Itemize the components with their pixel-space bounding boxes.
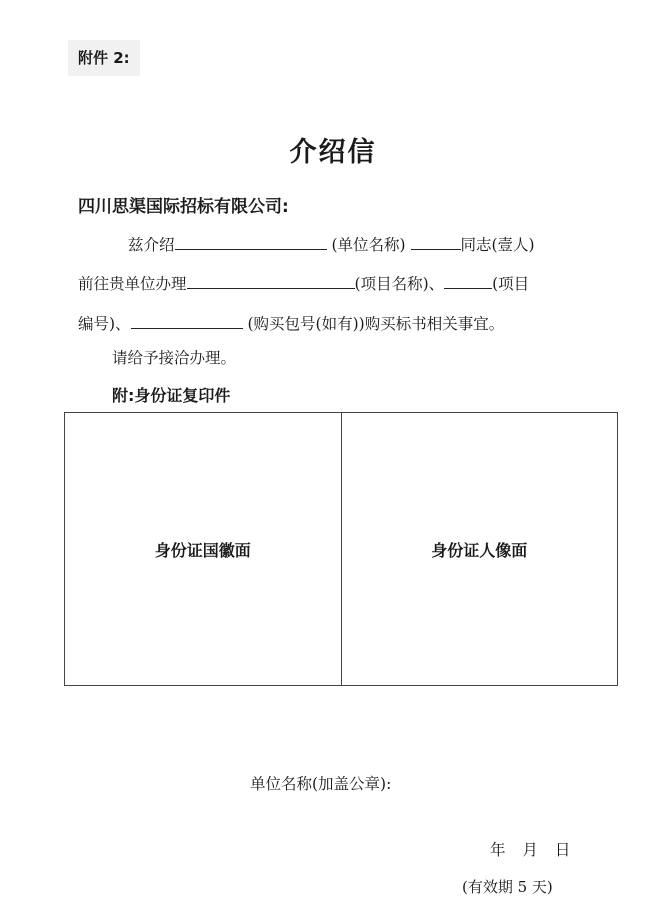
person-name-blank (411, 234, 461, 250)
body-text: 前往贵单位办理 (78, 275, 187, 293)
unit-name-blank (175, 234, 327, 250)
body-text: (项目名称)、 (354, 275, 445, 293)
date-line: 年 月 日 (490, 841, 571, 859)
body-line-3 (78, 312, 504, 334)
body-text: (项目 (492, 275, 530, 293)
package-number-blank (131, 313, 243, 329)
body-text: 兹介绍 (128, 236, 175, 254)
body-line-4: 请给予接洽办理。 (112, 349, 237, 367)
project-name-blank (187, 273, 355, 289)
body-text: (购买包号(如有))购买标书相关事宜。 (247, 315, 505, 333)
id-photo-side-label: 身份证人像面 (431, 540, 528, 560)
id-emblem-side-label: 身份证国徽面 (154, 540, 251, 560)
body-text: (单位名称) (331, 236, 406, 254)
attachment-label: 附件 2: (68, 40, 140, 76)
org-stamp-label: 单位名称(加盖公章): (250, 775, 392, 793)
body-line-1 (128, 233, 535, 255)
attachment-note: 附:身份证复印件 (112, 386, 231, 405)
body-line-2 (78, 272, 529, 294)
body-text: 编号)、 (78, 315, 131, 333)
validity-note: (有效期 5 天) (462, 878, 553, 896)
project-number-blank (444, 273, 492, 289)
page-title: 介绍信 (289, 137, 377, 168)
recipient-line: 四川思渠国际招标有限公司: (78, 197, 289, 217)
id-copy-frame (64, 412, 618, 686)
id-emblem-side-panel (65, 413, 341, 685)
id-photo-side-panel (341, 413, 618, 685)
body-text: 同志(壹人) (460, 236, 535, 254)
